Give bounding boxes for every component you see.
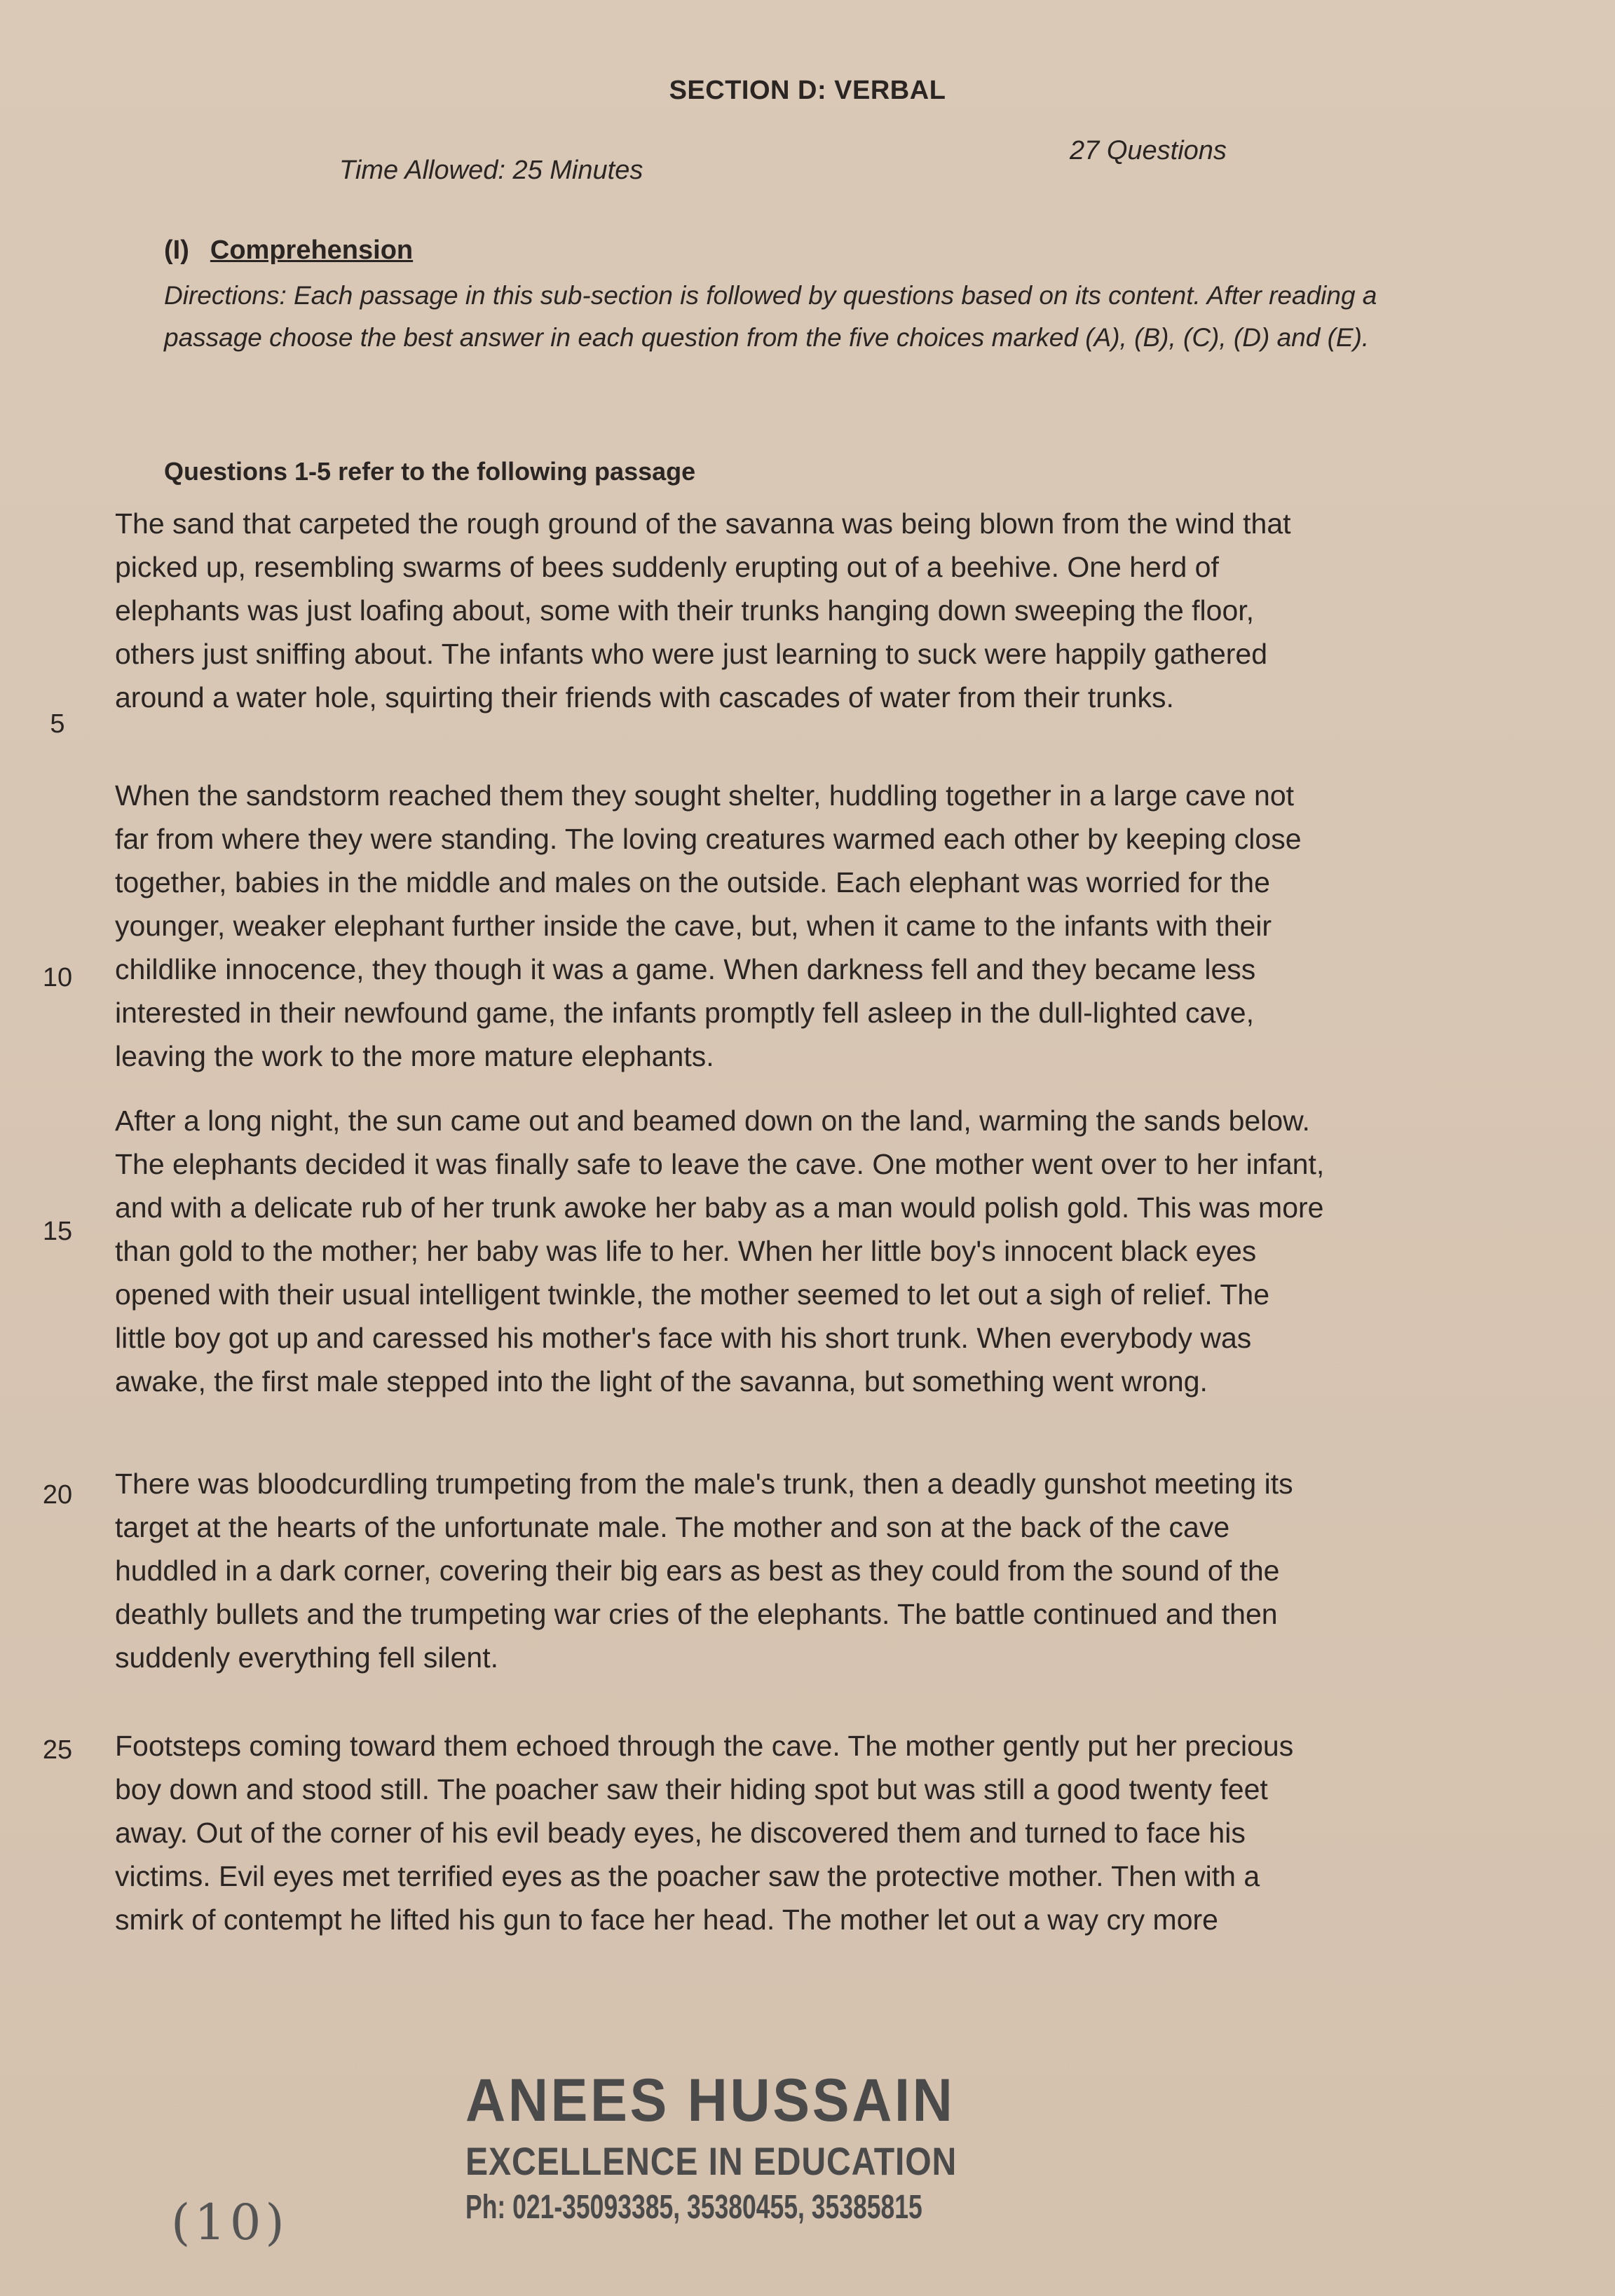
time-allowed: Time Allowed: 25 Minutes (339, 156, 643, 185)
passage-line: elephants was just loafing about, some with their trunks hanging down sweeping the floor, (115, 594, 1255, 627)
passage-line: far from where they were standing. The loving creatures warmed each other by keeping close (115, 823, 1302, 855)
questions-intro: Questions 1-5 refer to the following passage (164, 457, 696, 486)
line-number: 15 (42, 1217, 73, 1246)
passage-line: victims. Evil eyes met terrified eyes as the poacher saw the protective mother. Then with a (115, 1860, 1260, 1892)
passage-line: target at the hearts of the unfortunate male. The mother and son at the back of the cave (115, 1511, 1230, 1543)
passage-line: After a long night, the sun came out and beamed down on the land, warming the sands below. (115, 1105, 1310, 1137)
passage-line: opened with their usual intelligent twinkle, the mother seemed to let out a sigh of relief. The (115, 1278, 1270, 1311)
subsection-number: (I) (164, 235, 189, 265)
stamp-name: ANEES HUSSAIN (465, 2067, 955, 2134)
passage-line: picked up, resembling swarms of bees suddenly erupting out of a beehive. One herd of (115, 551, 1219, 583)
passage-line: deathly bullets and the trumpeting war cries of the elephants. The battle continued and then (115, 1598, 1278, 1630)
passage-paragraph-1 (115, 502, 1535, 719)
passage-line: others just sniffing about. The infants who were just learning to suck were happily gathered (115, 638, 1268, 670)
line-number: 5 (50, 709, 65, 739)
passage-paragraph-2 (115, 774, 1535, 1078)
passage-line: around a water hole, squirting their friends with cascades of water from their trunks. (115, 681, 1174, 713)
stamp-phone: Ph: 021-35093385, 35380455, 35385815 (465, 2189, 922, 2226)
passage-paragraph-4 (115, 1462, 1535, 1679)
passage-line: little boy got up and caressed his mother's face with his short trunk. When everybody was (115, 1322, 1252, 1354)
passage-line: There was bloodcurdling trumpeting from the male's trunk, then a deadly gunshot meeting its (115, 1468, 1293, 1500)
passage-line: younger, weaker elephant further inside the cave, but, when it came to the infants with their (115, 910, 1272, 942)
passage-line: away. Out of the corner of his evil beady eyes, he discovered them and turned to face his (115, 1817, 1246, 1849)
page-number: (10) (171, 2194, 289, 2251)
passage-line: suddenly everything fell silent. (115, 1641, 498, 1674)
passage-line: awake, the first male stepped into the light of the savanna, but something went wrong. (115, 1365, 1208, 1398)
passage-line: The sand that carpeted the rough ground of the savanna was being blown from the wind that (115, 507, 1291, 540)
passage-paragraph-5 (115, 1724, 1535, 1941)
line-number: 10 (42, 963, 73, 992)
passage-line: smirk of contempt he lifted his gun to face her head. The mother let out a way cry more (115, 1904, 1218, 1936)
passage-line: and with a delicate rub of her trunk awoke her baby as a man would polish gold. This was more (115, 1191, 1324, 1224)
passage-paragraph-3 (115, 1099, 1535, 1403)
passage-line: huddled in a dark corner, covering their big ears as best as they could from the sound of the (115, 1554, 1280, 1587)
stamp-tagline: EXCELLENCE IN EDUCATION (465, 2139, 958, 2183)
line-number: 20 (42, 1480, 73, 1510)
directions-text: Directions: Each passage in this sub-section is followed by questions based on its content. After reading a passage choose the best answer in each question from the five choices marked (A), (B), (C), (D) and (E). (164, 281, 1377, 352)
passage-line: When the sandstorm reached them they sought shelter, huddling together in a large cave not (115, 779, 1295, 812)
passage-line: The elephants decided it was finally safe to leave the cave. One mother went over to her infant, (115, 1148, 1325, 1180)
passage-line: leaving the work to the more mature elephants. (115, 1040, 714, 1072)
passage-line: boy down and stood still. The poacher saw their hiding spot but was still a good twenty feet (115, 1773, 1268, 1805)
passage-line: childlike innocence, they though it was a game. When darkness fell and they became less (115, 953, 1256, 985)
passage-line: together, babies in the middle and males on the outside. Each elephant was worried for the (115, 866, 1270, 898)
passage-line: Footsteps coming toward them echoed through the cave. The mother gently put her precious (115, 1730, 1294, 1762)
institute-stamp (465, 2066, 956, 2227)
section-title: SECTION D: VERBAL (669, 76, 946, 105)
passage-line: than gold to the mother; her baby was life to her. When her little boy's innocent black eyes (115, 1235, 1257, 1267)
line-number: 25 (42, 1735, 73, 1765)
passage-line: interested in their newfound game, the infants promptly fell asleep in the dull-lighted cave, (115, 997, 1255, 1029)
subsection-label: Comprehension (210, 235, 414, 265)
question-count: 27 Questions (1070, 136, 1227, 165)
subsection-heading (164, 235, 413, 266)
